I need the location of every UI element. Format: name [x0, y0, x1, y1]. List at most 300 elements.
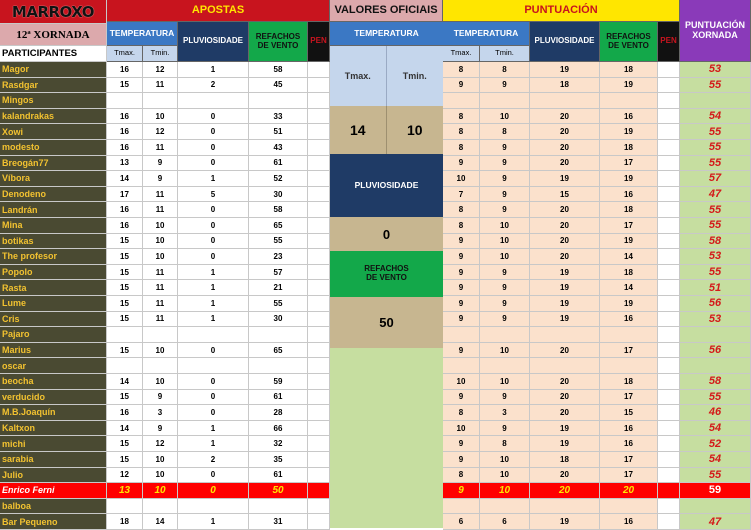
cell-vento	[249, 327, 308, 343]
participant-name[interactable]: Denodeno	[0, 187, 107, 203]
cell-p-vento: 17	[600, 156, 658, 172]
cell-pen	[308, 234, 330, 250]
participant-name[interactable]: kalandrakas	[0, 109, 107, 125]
cell-pluv: 2	[178, 78, 249, 94]
cell-p-tmax: 9	[443, 280, 480, 296]
cell-vento: 61	[249, 156, 308, 172]
participant-name[interactable]: modesto	[0, 140, 107, 156]
cell-tmax: 15	[107, 78, 143, 94]
cell-tmax: 15	[107, 296, 143, 312]
participant-name[interactable]: Xowi	[0, 124, 107, 140]
cell-p-vento	[600, 358, 658, 374]
participant-name[interactable]: Kaltxon	[0, 421, 107, 437]
participant-name[interactable]: Bar Pequeno	[0, 514, 107, 530]
cell-p-tmin: 10	[480, 109, 530, 125]
official-tmax-label: Tmax.	[330, 46, 387, 106]
cell-p-pluv: 20	[530, 156, 600, 172]
total-score: 54	[680, 452, 751, 468]
cell-p-pen	[658, 218, 680, 234]
cell-tmin: 10	[143, 483, 178, 499]
cell-p-vento	[600, 327, 658, 343]
cell-tmax: 14	[107, 421, 143, 437]
participant-name[interactable]: Breogán77	[0, 156, 107, 172]
cell-tmin: 3	[143, 405, 178, 421]
cell-p-pluv: 20	[530, 109, 600, 125]
cell-p-vento: 17	[600, 218, 658, 234]
cell-pen	[308, 468, 330, 484]
cell-p-tmax: 9	[443, 436, 480, 452]
cell-p-pluv	[530, 358, 600, 374]
cell-p-tmax	[443, 358, 480, 374]
cell-p-tmax: 10	[443, 171, 480, 187]
total-score: 55	[680, 265, 751, 281]
cell-pen	[308, 93, 330, 109]
cell-pen	[308, 124, 330, 140]
cell-pen	[308, 109, 330, 125]
total-score: 56	[680, 296, 751, 312]
cell-pen	[308, 249, 330, 265]
cell-p-pen	[658, 296, 680, 312]
cell-tmin: 10	[143, 374, 178, 390]
total-score: 53	[680, 62, 751, 78]
cell-vento: 61	[249, 390, 308, 406]
cell-tmin: 10	[143, 452, 178, 468]
total-score: 57	[680, 171, 751, 187]
cell-p-tmax: 9	[443, 249, 480, 265]
cell-vento: 30	[249, 187, 308, 203]
cell-p-tmin: 10	[480, 249, 530, 265]
cell-p-tmin: 3	[480, 405, 530, 421]
cell-p-vento: 17	[600, 390, 658, 406]
cell-p-pen	[658, 93, 680, 109]
cell-tmin: 11	[143, 187, 178, 203]
cell-tmax: 16	[107, 109, 143, 125]
official-refachos-value: 50	[330, 297, 443, 348]
cell-tmin: 9	[143, 156, 178, 172]
cell-tmin: 14	[143, 514, 178, 530]
cell-vento: 59	[249, 374, 308, 390]
cell-p-tmin: 9	[480, 187, 530, 203]
cell-p-tmax	[443, 327, 480, 343]
logo: MARROXO	[0, 0, 107, 24]
cell-tmax: 16	[107, 218, 143, 234]
participant-name[interactable]: Pajaro	[0, 327, 107, 343]
cell-tmax: 13	[107, 156, 143, 172]
total-score: 54	[680, 421, 751, 437]
cell-p-vento	[600, 499, 658, 515]
participant-name[interactable]: Rasta	[0, 280, 107, 296]
participant-name[interactable]: Popolo	[0, 265, 107, 281]
cell-pen	[308, 156, 330, 172]
cell-p-tmin: 9	[480, 140, 530, 156]
participants-header: PARTICIPANTES	[0, 46, 107, 62]
cell-p-tmax: 9	[443, 343, 480, 359]
cell-p-pluv: 20	[530, 124, 600, 140]
cell-vento: 50	[249, 483, 308, 499]
total-score: 55	[680, 140, 751, 156]
puntuacion-temperatura-header: TEMPERATURA	[443, 22, 530, 46]
cell-pluv: 1	[178, 436, 249, 452]
cell-tmin	[143, 499, 178, 515]
participant-name[interactable]: Landrán	[0, 202, 107, 218]
cell-p-tmax	[443, 93, 480, 109]
cell-tmax: 14	[107, 374, 143, 390]
participant-name[interactable]: The profesor	[0, 249, 107, 265]
participant-name[interactable]: verducido	[0, 390, 107, 406]
cell-p-tmin	[480, 499, 530, 515]
cell-p-tmin: 9	[480, 296, 530, 312]
cell-p-tmin: 9	[480, 390, 530, 406]
cell-tmax: 15	[107, 452, 143, 468]
cell-p-tmin	[480, 327, 530, 343]
total-score: 51	[680, 280, 751, 296]
cell-pen	[308, 358, 330, 374]
cell-p-pen	[658, 327, 680, 343]
cell-tmax: 15	[107, 280, 143, 296]
cell-pen	[308, 343, 330, 359]
cell-pluv: 1	[178, 421, 249, 437]
cell-p-vento: 16	[600, 421, 658, 437]
cell-p-pluv: 20	[530, 343, 600, 359]
total-score: 55	[680, 124, 751, 140]
cell-pluv: 5	[178, 187, 249, 203]
official-tmin-label: Tmin.	[387, 46, 444, 106]
participant-name[interactable]: Enrico Ferni	[0, 483, 107, 499]
cell-p-pen	[658, 312, 680, 328]
cell-pen	[308, 187, 330, 203]
total-score: 55	[680, 468, 751, 484]
cell-tmax	[107, 499, 143, 515]
cell-p-pen	[658, 156, 680, 172]
cell-p-tmax: 8	[443, 202, 480, 218]
total-score: 56	[680, 343, 751, 359]
cell-p-pluv: 19	[530, 171, 600, 187]
cell-p-pluv: 19	[530, 312, 600, 328]
cell-tmax: 15	[107, 343, 143, 359]
cell-p-pen	[658, 343, 680, 359]
puntuacion-pluviosidade-header: PLUVIOSIDADE	[530, 22, 600, 62]
cell-p-tmin: 9	[480, 202, 530, 218]
cell-p-vento: 16	[600, 187, 658, 203]
cell-tmin: 11	[143, 202, 178, 218]
cell-p-tmax: 8	[443, 109, 480, 125]
participant-name[interactable]: sarabia	[0, 452, 107, 468]
cell-p-pen	[658, 452, 680, 468]
cell-p-tmin: 8	[480, 436, 530, 452]
cell-pluv: 0	[178, 156, 249, 172]
total-score: 59	[680, 483, 751, 499]
cell-p-vento: 18	[600, 140, 658, 156]
cell-p-vento: 17	[600, 452, 658, 468]
cell-vento	[249, 358, 308, 374]
cell-tmax: 14	[107, 171, 143, 187]
cell-p-pluv	[530, 327, 600, 343]
cell-pen	[308, 312, 330, 328]
cell-p-vento: 19	[600, 296, 658, 312]
cell-p-tmax: 9	[443, 312, 480, 328]
cell-p-vento: 19	[600, 78, 658, 94]
official-pluviosidade-value: 0	[330, 217, 443, 251]
cell-p-pluv: 19	[530, 514, 600, 530]
participant-name[interactable]: Mina	[0, 218, 107, 234]
cell-p-tmin: 10	[480, 468, 530, 484]
cell-vento: 21	[249, 280, 308, 296]
cell-p-vento	[600, 93, 658, 109]
cell-pen	[308, 171, 330, 187]
cell-vento: 45	[249, 78, 308, 94]
cell-p-vento: 16	[600, 109, 658, 125]
cell-vento: 66	[249, 421, 308, 437]
cell-tmin: 12	[143, 124, 178, 140]
total-score: 55	[680, 202, 751, 218]
cell-pen	[308, 374, 330, 390]
cell-tmin: 11	[143, 312, 178, 328]
cell-p-pluv: 19	[530, 265, 600, 281]
puntuacion-xornada-header: PUNTUACIÓN XORNADA	[680, 0, 751, 62]
participant-name[interactable]: Lume	[0, 296, 107, 312]
cell-p-tmin: 8	[480, 62, 530, 78]
cell-p-tmin: 9	[480, 280, 530, 296]
cell-p-tmin: 10	[480, 374, 530, 390]
cell-p-pluv: 15	[530, 187, 600, 203]
cell-pen	[308, 78, 330, 94]
participant-name[interactable]: Víbora	[0, 171, 107, 187]
cell-vento: 55	[249, 296, 308, 312]
total-score: 53	[680, 249, 751, 265]
cell-p-vento: 14	[600, 280, 658, 296]
cell-vento: 52	[249, 171, 308, 187]
cell-tmin: 12	[143, 62, 178, 78]
cell-p-pluv: 20	[530, 202, 600, 218]
official-tmax-value: 14	[330, 106, 387, 154]
cell-p-pluv: 19	[530, 436, 600, 452]
total-score: 55	[680, 390, 751, 406]
cell-p-pen	[658, 468, 680, 484]
cell-pen	[308, 421, 330, 437]
total-score: 47	[680, 514, 751, 530]
total-score: 58	[680, 234, 751, 250]
cell-vento: 30	[249, 312, 308, 328]
cell-vento: 32	[249, 436, 308, 452]
cell-p-pluv: 18	[530, 452, 600, 468]
cell-p-pluv: 20	[530, 140, 600, 156]
total-score	[680, 358, 751, 374]
cell-pluv: 1	[178, 265, 249, 281]
cell-p-tmax: 9	[443, 452, 480, 468]
cell-tmax: 15	[107, 436, 143, 452]
cell-p-pluv: 18	[530, 78, 600, 94]
total-score	[680, 93, 751, 109]
cell-tmin	[143, 93, 178, 109]
cell-p-tmax	[443, 499, 480, 515]
cell-p-tmax: 9	[443, 483, 480, 499]
participant-name[interactable]: Cris	[0, 312, 107, 328]
participant-name[interactable]: Julio	[0, 468, 107, 484]
apostas-pluviosidade-header: PLUVIOSIDADE	[178, 22, 249, 62]
participant-name[interactable]: beocha	[0, 374, 107, 390]
cell-p-pluv: 20	[530, 234, 600, 250]
cell-tmin: 10	[143, 234, 178, 250]
cell-p-vento: 15	[600, 405, 658, 421]
cell-vento: 58	[249, 202, 308, 218]
cell-p-tmax: 8	[443, 62, 480, 78]
total-score: 55	[680, 156, 751, 172]
cell-p-pen	[658, 499, 680, 515]
cell-p-vento: 18	[600, 62, 658, 78]
cell-pluv	[178, 327, 249, 343]
cell-p-tmin: 10	[480, 234, 530, 250]
cell-p-pluv: 20	[530, 374, 600, 390]
cell-p-pen	[658, 358, 680, 374]
cell-pen	[308, 218, 330, 234]
cell-vento: 65	[249, 343, 308, 359]
cell-p-pluv: 19	[530, 421, 600, 437]
participant-name[interactable]: michi	[0, 436, 107, 452]
cell-p-pluv: 20	[530, 468, 600, 484]
cell-pluv: 0	[178, 109, 249, 125]
cell-pen	[308, 62, 330, 78]
cell-p-tmin: 9	[480, 265, 530, 281]
cell-p-vento: 16	[600, 436, 658, 452]
participant-name[interactable]: botikas	[0, 234, 107, 250]
cell-p-pen	[658, 483, 680, 499]
cell-pluv	[178, 93, 249, 109]
cell-vento: 55	[249, 234, 308, 250]
cell-p-tmax: 9	[443, 390, 480, 406]
puntuacion-tmax-header: Tmax.	[443, 46, 480, 62]
participant-name[interactable]: Rasdgar	[0, 78, 107, 94]
cell-vento	[249, 93, 308, 109]
cell-p-tmin: 9	[480, 421, 530, 437]
cell-p-pen	[658, 265, 680, 281]
participant-name[interactable]: balboa	[0, 499, 107, 515]
cell-p-vento: 19	[600, 234, 658, 250]
cell-p-vento: 17	[600, 468, 658, 484]
cell-p-tmax: 10	[443, 374, 480, 390]
cell-tmax: 16	[107, 62, 143, 78]
cell-p-pen	[658, 436, 680, 452]
cell-pen	[308, 499, 330, 515]
cell-tmax: 18	[107, 514, 143, 530]
cell-pen	[308, 140, 330, 156]
cell-p-pluv	[530, 499, 600, 515]
cell-p-tmax: 8	[443, 140, 480, 156]
cell-pen	[308, 265, 330, 281]
cell-pluv: 0	[178, 218, 249, 234]
cell-tmin: 10	[143, 343, 178, 359]
cell-p-pluv: 19	[530, 280, 600, 296]
cell-pen	[308, 327, 330, 343]
cell-pen	[308, 390, 330, 406]
cell-tmax: 15	[107, 390, 143, 406]
valores-oficiais-header: VALORES OFICIAIS	[330, 0, 443, 22]
cell-tmin: 10	[143, 218, 178, 234]
total-score: 55	[680, 218, 751, 234]
cell-vento: 61	[249, 468, 308, 484]
cell-p-tmin: 9	[480, 171, 530, 187]
cell-tmin	[143, 358, 178, 374]
cell-tmin: 11	[143, 280, 178, 296]
cell-p-tmin: 10	[480, 343, 530, 359]
cell-pen	[308, 280, 330, 296]
cell-p-tmax: 8	[443, 468, 480, 484]
cell-pluv: 1	[178, 312, 249, 328]
total-score: 54	[680, 109, 751, 125]
cell-pluv: 1	[178, 514, 249, 530]
cell-pen	[308, 296, 330, 312]
participant-name[interactable]: Marius	[0, 343, 107, 359]
cell-p-tmax: 8	[443, 124, 480, 140]
cell-p-tmin: 6	[480, 514, 530, 530]
cell-tmin: 11	[143, 140, 178, 156]
cell-tmin: 9	[143, 390, 178, 406]
cell-p-vento: 20	[600, 483, 658, 499]
cell-pluv: 0	[178, 202, 249, 218]
participant-name[interactable]: Mingos	[0, 93, 107, 109]
cell-p-tmin: 10	[480, 483, 530, 499]
cell-vento: 31	[249, 514, 308, 530]
cell-tmax: 15	[107, 312, 143, 328]
cell-tmax: 16	[107, 124, 143, 140]
apostas-temperatura-header: TEMPERATURA	[107, 22, 178, 46]
cell-p-tmax: 9	[443, 156, 480, 172]
cell-tmin: 9	[143, 171, 178, 187]
cell-p-tmax: 6	[443, 514, 480, 530]
puntuacion-pen-header: PEN	[658, 22, 680, 62]
cell-tmax: 16	[107, 405, 143, 421]
cell-vento: 51	[249, 124, 308, 140]
cell-tmin: 11	[143, 78, 178, 94]
participant-name[interactable]: M.B.Joaquín	[0, 405, 107, 421]
cell-tmax: 16	[107, 202, 143, 218]
cell-p-pen	[658, 78, 680, 94]
cell-pluv: 1	[178, 171, 249, 187]
cell-pen	[308, 405, 330, 421]
cell-p-pen	[658, 249, 680, 265]
cell-tmin	[143, 327, 178, 343]
cell-vento	[249, 499, 308, 515]
cell-pen	[308, 436, 330, 452]
official-empty-area	[330, 348, 443, 528]
cell-tmax: 13	[107, 483, 143, 499]
cell-pen	[308, 202, 330, 218]
apostas-header: APOSTAS	[107, 0, 330, 22]
cell-p-vento: 14	[600, 249, 658, 265]
official-pluviosidade-label: PLUVIOSIDADE	[330, 154, 443, 217]
cell-vento: 57	[249, 265, 308, 281]
participant-name[interactable]: Magor	[0, 62, 107, 78]
cell-p-vento: 16	[600, 514, 658, 530]
cell-p-vento: 18	[600, 265, 658, 281]
cell-pluv: 0	[178, 390, 249, 406]
cell-pluv: 0	[178, 124, 249, 140]
cell-tmin: 10	[143, 468, 178, 484]
cell-p-pluv: 20	[530, 218, 600, 234]
cell-tmax: 12	[107, 468, 143, 484]
cell-p-vento: 19	[600, 171, 658, 187]
cell-p-vento: 19	[600, 124, 658, 140]
cell-p-tmin: 9	[480, 156, 530, 172]
cell-pluv: 0	[178, 483, 249, 499]
cell-p-pen	[658, 390, 680, 406]
cell-p-tmin: 9	[480, 78, 530, 94]
cell-p-pen	[658, 421, 680, 437]
total-score: 47	[680, 187, 751, 203]
puntuacion-header: PUNTUACIÓN	[443, 0, 680, 22]
official-tmin-value: 10	[387, 106, 444, 154]
participant-name[interactable]: oscar	[0, 358, 107, 374]
cell-tmax	[107, 93, 143, 109]
